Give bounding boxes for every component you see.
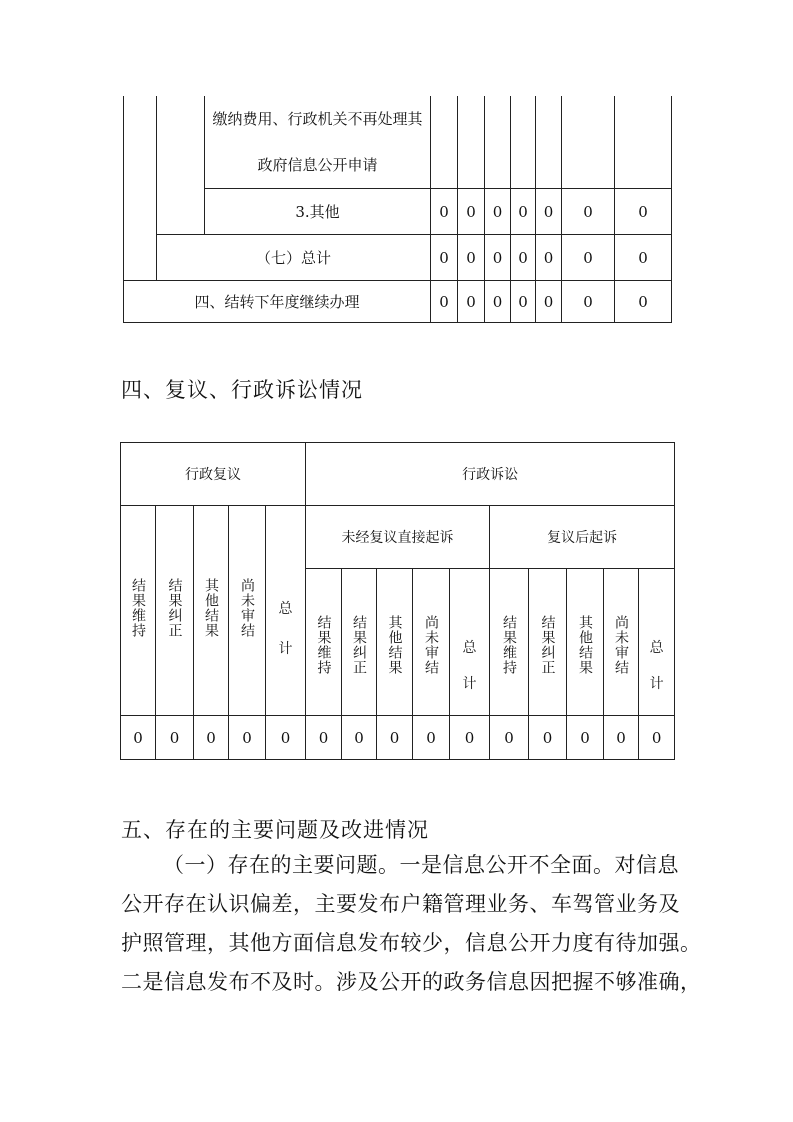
row-label: 缴纳费用、行政机关不再处理其 政府信息公开申请 [205,96,431,189]
row-label: 四、结转下年度继续办理 [124,281,431,323]
direct-suit-header: 未经复议直接起诉 [306,506,490,569]
row-label: （七）总计 [157,235,431,281]
review-header: 行政复议 [121,443,306,506]
row-label: 3.其他 [205,189,431,235]
body-paragraph: （一）存在的主要问题。一是信息公开不全面。对信息 公开存在认识偏差，主要发布户籍管理业务、车驾管业务及 护照管理，其他方面信息发布较少，信息公开力度有待加强。 二是信息发布不及时。涉及公开的政务信息因把握不够准确， [121,853,702,994]
review-litigation-table: 行政复议 行政诉讼 结果维持 结果纠正 其他结果 尚未审结 总 计 未经复议直接起诉 复议后起诉 结果维持 结果纠正 其他结果 尚未审结 总 计 结果维持 结果纠正 其他结果 尚未审结 总 计 0 0 0 0 0 0 0 0 0 0 0 0 0 0 0 [120,442,675,760]
col-header: 总 计 [278,601,293,657]
litigation-header: 行政诉讼 [306,443,675,506]
col-header: 结果维持 [130,578,146,638]
paragraph-lead: （一）存在的主要问题。 [163,853,400,877]
application-handling-table: 缴纳费用、行政机关不再处理其 政府信息公开申请 3.其他 0 0 0 0 0 0 0 （七）总计 0 0 0 0 0 0 0 四、结转下年度继续办理 0 0 0 0 0 0 0 [123,96,672,323]
after-review-header: 复议后起诉 [490,506,675,569]
col-header: 结果纠正 [166,578,183,638]
category-cell [124,96,157,281]
section-heading: 五、存在的主要问题及改进情况 [121,818,429,842]
col-header: 其他结果 [203,578,219,638]
subcategory-cell [157,96,205,235]
section-heading: 四、复议、行政诉讼情况 [121,378,363,402]
col-header: 尚未审结 [239,578,255,638]
